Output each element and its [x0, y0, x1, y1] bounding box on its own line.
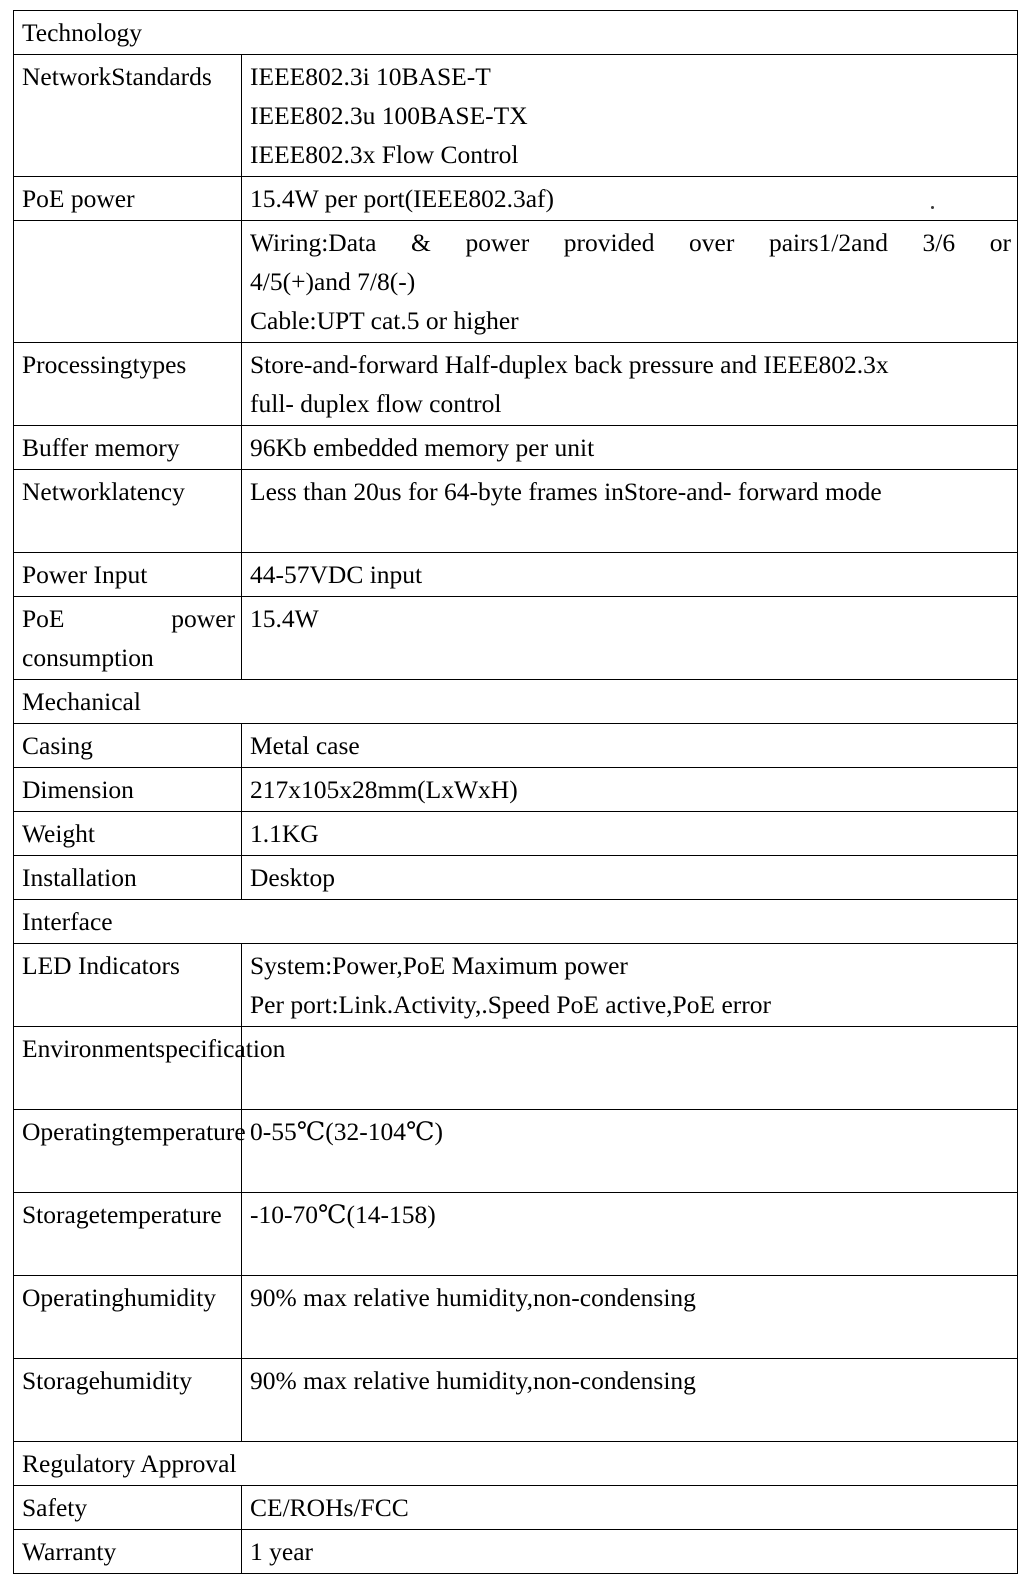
- spec-value-cell: [242, 768, 1018, 812]
- spec-value-line: 1 year: [250, 1537, 314, 1566]
- spec-label-line: Safety: [22, 1493, 88, 1522]
- spec-label-line: Dimension: [22, 775, 134, 804]
- spec-value-line: 4/5(+)and 7/8(-): [250, 267, 416, 296]
- spec-label-cell: [14, 1530, 242, 1574]
- spec-label-cell: [14, 1276, 242, 1359]
- table-row: [14, 177, 1018, 221]
- table-row: [14, 856, 1018, 900]
- spec-label-line: Network: [22, 477, 112, 506]
- spec-value-line: Cable:UPT cat.5 or higher: [250, 306, 519, 335]
- spec-value-line: 96Kb embedded memory per unit: [250, 433, 595, 462]
- spec-label-cell: [14, 1359, 242, 1442]
- spec-label-line: Operating: [22, 1283, 124, 1312]
- spec-value-line: Wiring:Data & power provided over pairs1/2and 3/6 or: [250, 228, 1011, 257]
- spec-label-cell: [14, 1193, 242, 1276]
- spec-label-line: Network: [22, 62, 112, 91]
- spec-value-line: IEEE802.3i 10BASE-T: [250, 62, 491, 91]
- table-row: [14, 11, 1018, 55]
- spec-value-cell: [242, 724, 1018, 768]
- spec-value-line: 217x105x28mm(LxWxH): [250, 775, 518, 804]
- spec-value-cell: [242, 812, 1018, 856]
- spec-label-cell: [14, 1027, 286, 1110]
- spec-value-line: 15.4W per port(IEEE802.3af): [250, 184, 555, 213]
- spec-value-cell: [242, 1359, 1018, 1442]
- spec-value-cell: [242, 343, 1018, 426]
- table-row: [14, 221, 1018, 343]
- spec-label-line: LED Indicators: [22, 951, 180, 980]
- spec-value-line: -10-70℃(14-158): [250, 1200, 436, 1229]
- spec-label-line: latency: [111, 477, 185, 506]
- section-header-cell: Regulatory Approval: [14, 1442, 1018, 1486]
- table-row: [14, 470, 1018, 553]
- spec-value-cell: [242, 1027, 1018, 1110]
- spec-label-cell: [14, 768, 242, 812]
- table-row: [14, 1486, 1018, 1530]
- spec-label-cell: [14, 470, 242, 553]
- spec-label-cell: [14, 812, 242, 856]
- section-header-cell: Mechanical: [14, 680, 1018, 724]
- spec-label-cell: [14, 597, 242, 680]
- spec-value-line: Desktop: [250, 863, 335, 892]
- spec-value-cell: [242, 553, 1018, 597]
- spec-label-line: consumption: [22, 643, 154, 672]
- spec-value-cell: [242, 1193, 1018, 1276]
- spec-label-cell: [14, 221, 242, 343]
- spec-label-cell: [14, 856, 242, 900]
- spec-label-cell: [14, 1486, 242, 1530]
- table-row: [14, 343, 1018, 426]
- table-row: [14, 812, 1018, 856]
- spec-value-cell: [242, 470, 1018, 553]
- spec-label-line: Warranty: [22, 1537, 117, 1566]
- table-row: [14, 944, 1018, 1027]
- spec-value-line: 90% max relative humidity,non-condensing: [250, 1366, 696, 1395]
- spec-value-cell: [242, 944, 1018, 1027]
- scan-artifact-dot: [931, 206, 934, 209]
- spec-value-cell: [242, 856, 1018, 900]
- spec-value-line: 0-55℃(32-104℃): [250, 1117, 444, 1146]
- table-row: [14, 597, 1018, 680]
- table-row: [14, 1359, 1018, 1442]
- spec-value-line: 90% max relative humidity,non-condensing: [250, 1283, 696, 1312]
- spec-label-line: Buffer memory: [22, 433, 180, 462]
- spec-label-line: humidity: [99, 1366, 192, 1395]
- spec-value-cell: [242, 426, 1018, 470]
- specification-table: [13, 10, 1018, 1574]
- spec-label-cell: [14, 343, 242, 426]
- spec-value-line: System:Power,PoE Maximum power: [250, 951, 628, 980]
- spec-value-line: Per port:Link.Activity,.Speed PoE active,PoE error: [250, 990, 771, 1019]
- table-row: [14, 900, 1018, 944]
- section-header-cell: Interface: [14, 900, 1018, 944]
- spec-label-line: Storage: [22, 1366, 100, 1395]
- spec-value-cell: [242, 1276, 1018, 1359]
- spec-value-cell: [242, 55, 1018, 177]
- spec-label-line: Environment: [22, 1034, 156, 1063]
- spec-value-cell: [242, 597, 1018, 680]
- spec-label-line: Weight: [22, 819, 96, 848]
- spec-value-cell: [242, 1110, 1018, 1193]
- spec-value-line: IEEE802.3x Flow Control: [250, 140, 519, 169]
- table-row: [14, 768, 1018, 812]
- spec-label-line: humidity: [123, 1283, 217, 1312]
- spec-label-line: PoE power: [22, 604, 235, 633]
- spec-label-line: types: [132, 350, 187, 379]
- spec-label-cell: [14, 426, 242, 470]
- table-row: [14, 680, 1018, 724]
- table-row: [14, 1530, 1018, 1574]
- spec-value-cell: [242, 1486, 1018, 1530]
- spec-value-cell: [242, 1530, 1018, 1574]
- spec-label-line: Operating: [22, 1117, 124, 1146]
- spec-label-line: temperature: [123, 1117, 246, 1146]
- spec-value-line: 1.1KG: [250, 819, 319, 848]
- table-row: [14, 55, 1018, 177]
- spec-value-line: 15.4W: [250, 604, 319, 633]
- spec-label-cell: [14, 1110, 246, 1193]
- section-header-cell: Technology: [14, 11, 1018, 55]
- spec-label-line: specification: [155, 1034, 286, 1063]
- spec-value-line: full- duplex flow control: [250, 389, 502, 418]
- spec-label-cell: [14, 944, 242, 1027]
- table-row: [14, 724, 1018, 768]
- table-row: [14, 1442, 1018, 1486]
- table-row: [14, 553, 1018, 597]
- spec-value-cell: [242, 177, 1018, 221]
- spec-value-cell: [242, 221, 1018, 343]
- spec-label-line: Casing: [22, 731, 93, 760]
- spec-label-cell: [14, 724, 242, 768]
- table-row: [14, 1193, 1018, 1276]
- spec-label-line: Storage: [22, 1200, 100, 1229]
- spec-label-line: Processing: [22, 350, 133, 379]
- spec-value-line: Store-and-forward Half-duplex back pressure and IEEE802.3x: [250, 350, 889, 379]
- spec-label-cell: [14, 55, 242, 177]
- spec-value-line: 44-57VDC input: [250, 560, 423, 589]
- spec-value-line: CE/ROHs/FCC: [250, 1493, 409, 1522]
- table-row: [14, 1027, 1018, 1110]
- table-row: [14, 1276, 1018, 1359]
- table-row: [14, 1110, 1018, 1193]
- spec-label-line: Power Input: [22, 560, 148, 589]
- spec-label-cell: [14, 177, 242, 221]
- specification-table-body: [14, 11, 1018, 1574]
- spec-value-line: IEEE802.3u 100BASE-TX: [250, 101, 528, 130]
- spec-label-cell: [14, 553, 242, 597]
- spec-value-line: Metal case: [250, 731, 360, 760]
- spec-label-line: Installation: [22, 863, 137, 892]
- table-row: [14, 426, 1018, 470]
- spec-label-line: PoE power: [22, 184, 135, 213]
- spec-value-line: Less than 20us for 64-byte frames inStore-and- forward mode: [250, 477, 882, 506]
- spec-label-line: temperature: [99, 1200, 222, 1229]
- spec-label-line: Standards: [111, 62, 212, 91]
